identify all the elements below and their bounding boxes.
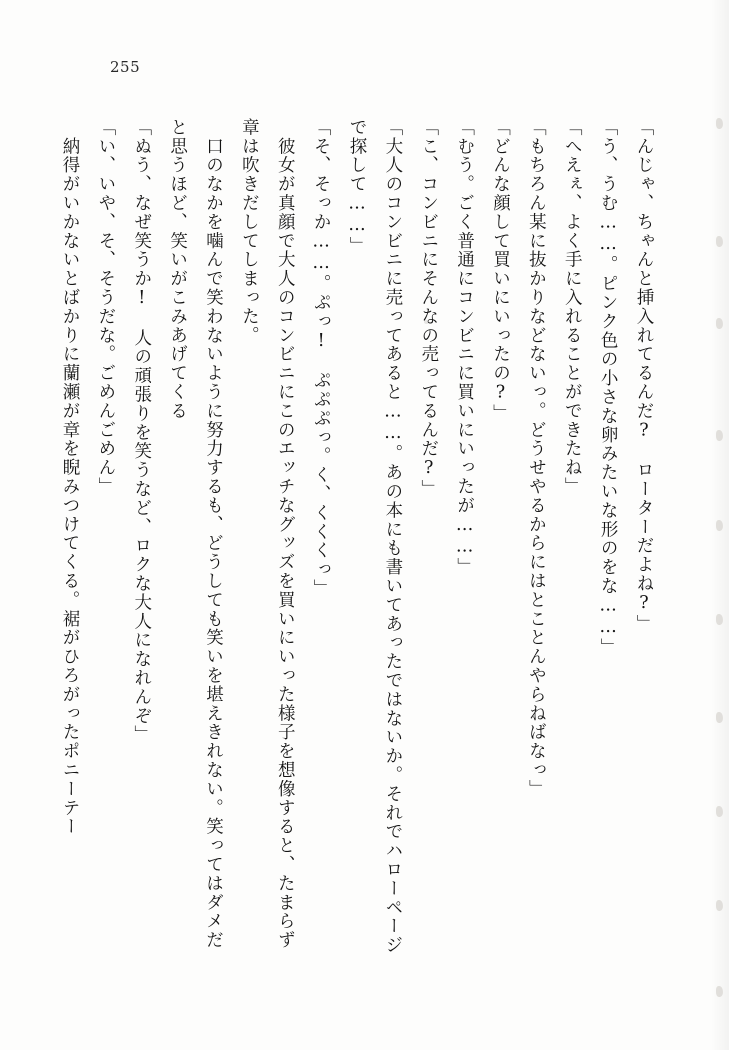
paragraph: 「う、うむ……。ピンク色の小さな卵みたいな形のをな……」 (598, 118, 619, 658)
paragraph: 「へえぇ、よく手に入れることができたね」 (562, 118, 583, 496)
paragraph: 「大人のコンビニに売ってあると……。あの本にも書いてあったではないか。それでハローページで探して……」 (347, 118, 403, 955)
scan-artifact (716, 430, 723, 441)
paragraph: 口のなかを噛んで笑わないように努力するも、どうしても笑いを堪えきれない。笑ってはダメだと思うほど、笑いがこみあげてくる (167, 118, 224, 950)
paragraph: 「い、いや、そ、そうだな。ごめんごめん」 (95, 118, 116, 496)
scan-artifact (716, 806, 723, 817)
scan-artifact (716, 236, 723, 247)
paragraph: 「もちろん某に抜かりなどないっ。どうせやるからにはとことんやらねばなっ」 (526, 118, 547, 799)
page-number: 255 (110, 58, 141, 76)
paragraph: 「むう。ごく普通にコンビニに買いにいったが……」 (454, 118, 475, 577)
paragraph: 「そ、そっか……。ぷっ! ぷぷぷっ。く、くくくっ」 (311, 118, 332, 598)
paragraph: 「どんな顔して買いにいったの?」 (490, 118, 511, 423)
paragraph: 納得がいかないとばかりに蘭瀬が章を睨みつけてくる。裾がひろがったポニーテー (60, 118, 80, 837)
body-text (60, 118, 661, 958)
paragraph: 「んじゃ、ちゃんと挿入れてるんだ? ローターだよね?」 (634, 118, 654, 634)
scan-artifact (716, 986, 723, 997)
paragraph: 「こ、コンビニにそんなの売ってるんだ?」 (418, 118, 439, 499)
scan-artifact (716, 614, 723, 625)
scan-artifact (716, 900, 723, 911)
scan-artifact (716, 712, 723, 723)
paragraph: 「ぬう、なぜ笑うか! 人の頑張りを笑うなど、ロクな大人になれんぞ」 (131, 118, 152, 745)
scan-artifact (716, 520, 723, 531)
paragraph: 彼女が真顔で大人のコンビニにこのエッチなグッズを買いにいった様子を想像すると、たまらず章は吹きだしてしまった。 (239, 118, 296, 950)
scan-artifact (716, 118, 723, 129)
scan-artifact (716, 318, 723, 329)
